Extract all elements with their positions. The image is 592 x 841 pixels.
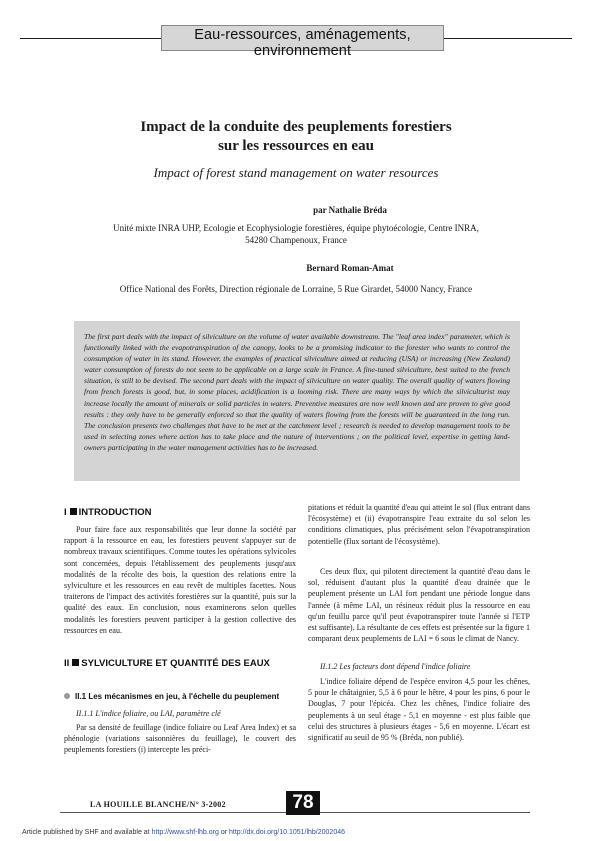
author-1-affiliation-line2: 54280 Champenoux, France <box>245 235 347 245</box>
credit-prefix: Article published by SHF and available at <box>22 829 152 836</box>
abstract-text: The first part deals with the impact of silviculture on the volume of water available downstream. The "leaf area index" parameter, which is functionally linked with the evapotranspiration of the canopy, looks to be a promising indicator to the forester who wants to control the consumption of water in its stand. However, the examples of practical silviculture aimed at reducing (USA) or increasing (New Zealand) water consumption of forests do not seem to be applicable on a large scale in France. A fine-tuned silviculture, best suited to the french situation, is still to be devised. The second part deals with the impact of silviculture on water quality. The overall quality of waters flowing from french forests is good, but, in some places, acidification is a looming risk. There are many ways by which the silviculturist may increase locally the amount of minerals or solid particles in waters. Preventive measures are now well known and are proven to give good results : they only have to be generally enforced so that the quality of waters flowing from the forests will be guaranteed in the long run. The conclusion presents two challenges that have to be met at the catchment level ; research is needed to develop management tools to be used in selecting zones where action has to take place and the nature of interventions ; on the political level, expertise in getting land-owners participating in the water management activities has to be increased. <box>84 332 510 452</box>
section-title: SYLVICULTURE ET QUANTITÉ DES EAUX <box>81 658 270 669</box>
paragraph-text: pitations et réduit la quantité d'eau qui atteint le sol (flux entrant dans l'écosystème) et (ii) évapotranspire l'eau extraite du sol selon les conditions climatiques, plus précisément selon l'évapotranspiration potentielle (flux sortant de l'écosystème). <box>308 503 530 546</box>
section-title: INTRODUCTION <box>78 507 152 518</box>
author-2-name: Bernard Roman-Amat <box>306 263 394 273</box>
subsection-2-1-heading <box>64 692 300 701</box>
credit-separator: or <box>218 829 230 836</box>
paragraph-text: L'indice foliaire dépend de l'espèce environ 4,5 pour les chênes, 5 pour le châtaignier, 5,5 à 6 pour le hêtre, 4 pour les pins, 6 pour le Douglas, 7 pour l'épicéa. Chez les chênes, l'indice foliaire des peuplements à un seul étage - 5,1 en moyenne - est plus faible que celui des structures à plusieurs étages - 5,6 en moyenne. L'écart est significatif au seuil de 95 % (Bréda, non publié). <box>308 677 530 743</box>
circle-bullet-icon <box>64 693 70 699</box>
right-column-paragraph-2 <box>308 566 530 644</box>
introduction-text: Pour faire face aux responsabilités que leur donne la société par rapport à la ressource en eau, les forestiers peuvent s'appuyer sur de nombreux travaux scientifiques. Comme toutes les opérations sylvicoles sont concernées, depuis l'établissement des peuplements jusqu'aux modalités de la récolte des bois, la question des relations entre la sylviculture et les ressources en eau revêt de multiples facettes. Nous traiterons de l'impact des activités forestières sur la quantité, puis sur la qualité des eaux. En conclusion, nous examinerons selon quelles modalités les forestiers peuvent participer à la gestion collective des ressources en eau. <box>64 525 296 635</box>
page-number: 78 <box>286 791 320 815</box>
shf-link[interactable]: http://www.shf-lhb.org <box>151 829 219 836</box>
paper-subtitle: Impact of forest stand management on water resources <box>153 165 439 180</box>
square-bullet-icon <box>72 659 79 666</box>
subsection-title: II.1 Les mécanismes en jeu, à l'échelle du peuplement <box>75 692 280 701</box>
header-rule-left <box>20 38 161 39</box>
square-bullet-icon <box>70 508 77 515</box>
section-header: Eau-ressources, aménagements, environnement <box>194 27 411 59</box>
paper-title-line2: sur les ressources en eau <box>218 138 374 154</box>
author-2-affiliation: Office National des Forêts, Direction régionale de Lorraine, 5 Rue Girardet, 54000 Nancy, France <box>119 284 473 294</box>
section-2-heading <box>64 658 296 670</box>
author-1-name: par Nathalie Bréda <box>313 205 387 215</box>
doi-link[interactable]: http://dx.doi.org/10.1051/lhb/2002046 <box>229 829 345 836</box>
section-number: I <box>64 507 67 518</box>
section-introduction-heading <box>64 507 151 519</box>
right-column-paragraph-3 <box>308 676 530 743</box>
subsection-text: Par sa densité de feuillage (indice foliaire ou Leaf Area Index) et sa phénologie (variations saisonnières du feuillage), le couvert des peuplements forestiers (i) intercepte les préci- <box>64 723 296 755</box>
article-credit <box>22 829 345 836</box>
subsection-2-1-1-paragraph <box>64 722 296 756</box>
subsection-2-1-1-heading: II.1.1 L'indice foliaire, ou LAI, paramètre clé <box>76 709 221 718</box>
right-column-paragraph-1 <box>308 502 530 547</box>
header-rule-right <box>444 38 572 39</box>
paragraph-text: Ces deux flux, qui pilotent directement la quantité d'eau dans le sol, réduisent d'autant plus la quantité d'eau drainée que le peuplement présente un LAI fort pendant une période longue dans l'année (à même LAI, un résineux réduit plus la ressource en eau qu'un feuillu parce qu'il peut évapotranspirer toute l'année si l'ETP est suffisante). La résultante de ces effets est présentée sur la figure 1 comparant deux peuplements de LAI = 6 sous le climat de Nancy. <box>308 567 530 644</box>
author-1-affiliation-line1: Unité mixte INRA UHP, Ecologie et Ecophysiologie forestières, équipe phytoécologie, Centre INRA, <box>113 223 479 233</box>
introduction-paragraph <box>64 524 296 636</box>
section-number: II <box>64 658 70 669</box>
paper-title-line1: Impact de la conduite des peuplements forestiers <box>140 119 452 135</box>
journal-name: LA HOUILLE BLANCHE/N° 3-2002 <box>90 800 226 809</box>
subsection-2-1-2-heading: II.1.2 Les facteurs dont dépend l'indice foliaire <box>320 662 471 671</box>
